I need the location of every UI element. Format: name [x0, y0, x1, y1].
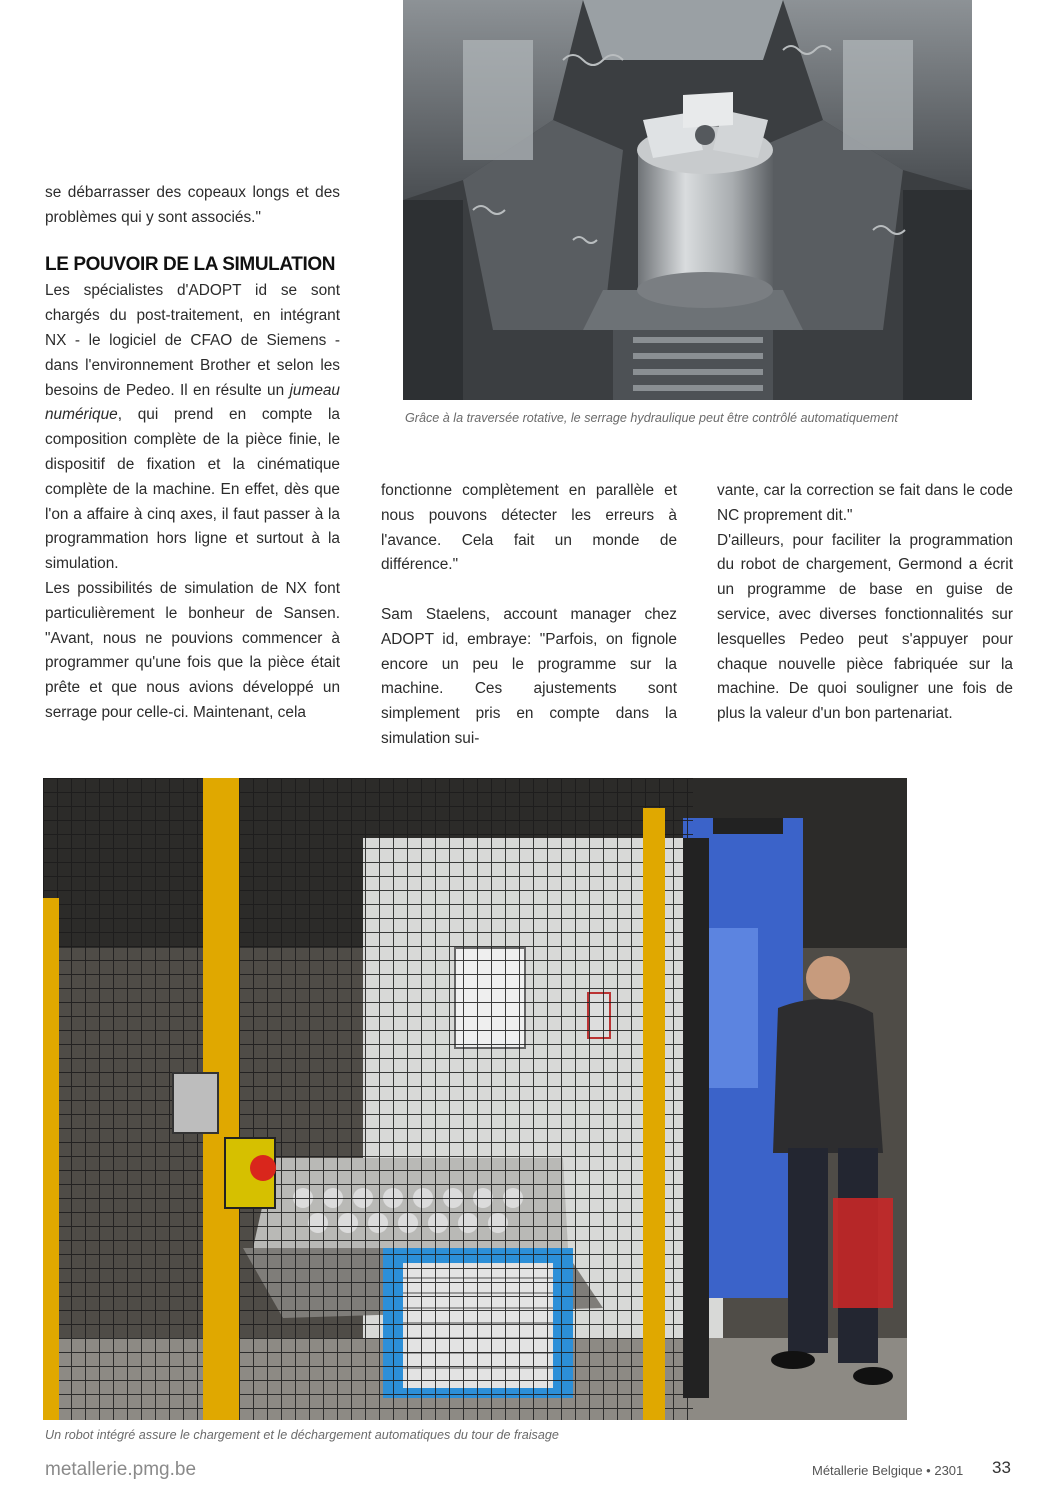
publication-label: Métallerie Belgique • 2301 — [812, 1463, 964, 1478]
top-photo-caption: Grâce à la traversée rotative, le serrage hydraulique peut être contrôlé automatiquement — [405, 411, 898, 425]
chuck-image — [403, 0, 972, 400]
paragraph-simulation: Les spécialistes d'ADOPT id se sont chargés du post-traitement, en intégrant NX - le logiciel de CFAO de Siemens - dans l'environnement Brother et selon les besoins de Pedeo. Il en résulte un jumeau numérique, qui prend en compte la composition complète de la pièce finie, le dispositif de fixation et la cinématique complète de la machine. En effet, dès que l'on a affaire à cinq axes, il faut passer à la programmation hors ligne et surtout à la simulation. — [45, 282, 340, 573]
column-3 — [717, 479, 1013, 727]
paragraph-possibilities: Les possibilités de simulation de NX font particulièrement le bonheur de Sansen. "Avant, nous ne pouvions commencer à programmer qu'une fois que la pièce était prête et que nous avions développé un serrage pour celle-ci. Maintenant, cela — [45, 579, 340, 721]
column-2 — [381, 479, 677, 752]
column-1 — [45, 181, 340, 726]
emphasis-term: jumeau numérique — [45, 381, 340, 424]
website-link[interactable]: metallerie.pmg.be — [45, 1459, 197, 1480]
bottom-photo — [43, 778, 907, 1420]
paragraph-correction: vante, car la correction se fait dans le code NC proprement dit." — [717, 482, 1013, 524]
paragraph-parallel: fonctionne complètement en parallèle et nous pouvons détecter les erreurs à l'avance. Cela fait un monde de différence." — [381, 482, 677, 574]
paragraph-robot: D'ailleurs, pour faciliter la programmation du robot de chargement, Germond a écrit un programme de base en guise de service, avec diverses fonctionnalités sur lesquelles Pedeo peut s'appuyer pour chaque nouvelle pièce fabriquée sur la machine. De quoi souligner une fois de plus la valeur d'un bon partenariat. — [717, 531, 1013, 723]
robot-cell-image — [43, 778, 907, 1420]
bottom-photo-caption: Un robot intégré assure le chargement et le déchargement automatiques du tour de fraisage — [45, 1428, 559, 1442]
top-photo — [403, 0, 972, 400]
page-number: 33 — [992, 1458, 1011, 1477]
intro-paragraph: se débarrasser des copeaux longs et des problèmes qui y sont associés." — [45, 184, 340, 226]
paragraph-staelens: Sam Staelens, account manager chez ADOPT id, embraye: "Parfois, on fignole encore un peu le programme sur la machine. Ces ajustements sont simplement pris en compte dans la simulation sui- — [381, 605, 677, 747]
section-heading: LE POUVOIR DE LA SIMULATION — [45, 253, 336, 275]
